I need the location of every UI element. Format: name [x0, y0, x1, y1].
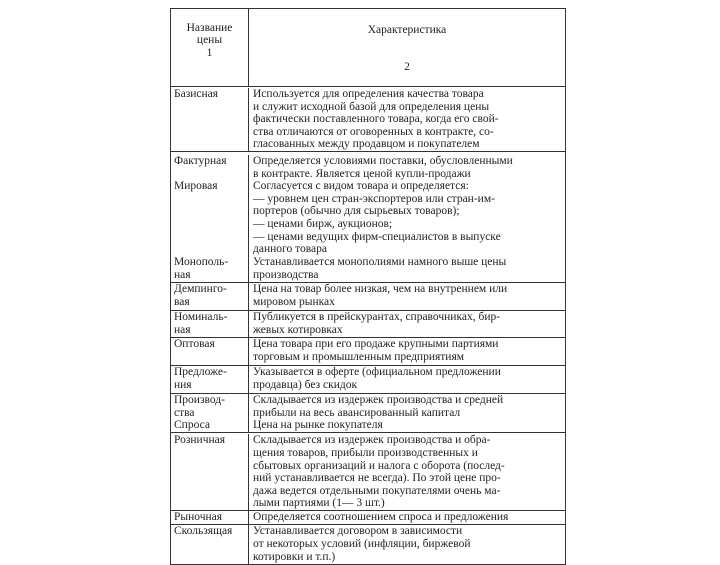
- price-description: Используется для определения качества товара и служит исходной базой для определения цены фактически поставленного товара, когда его свой- ства отличаются от оговоренных в контракте, со- гласованных между продавцом и покупателем: [253, 87, 499, 151]
- price-name: Скользящая: [171, 525, 249, 564]
- price-name: Рыночная: [171, 511, 249, 524]
- table-row: [171, 393, 565, 419]
- header-col-number: 2: [404, 60, 410, 73]
- table-row: [171, 419, 565, 432]
- table-row: [171, 256, 565, 282]
- table-row: [171, 432, 565, 510]
- table-row: [171, 310, 565, 337]
- table-header: [171, 9, 565, 86]
- price-description: Складывается из издержек производства и обра- щения товаров, прибыли производственных и сбытовых организаций и налога с оборота (послед- ний устанавливается не всегда). По этой цене про- дажа ведется отдельными покупателями очень ма- лыми партиями (1— 3 шт.): [253, 434, 505, 510]
- price-description: Определяется соотношением спроса и предложения: [253, 511, 509, 524]
- price-description: Определяется условиями поставки, обусловленными в контракте. Является ценой купли-продажи: [253, 154, 513, 180]
- table-row: [171, 86, 565, 151]
- price-types-table: [170, 8, 566, 565]
- price-name: Производ- ства: [171, 394, 249, 419]
- price-description: Цена на товар более низкая, чем на внутреннем или мировом рынках: [253, 283, 508, 308]
- header-col-name: [171, 9, 249, 86]
- price-name: Мировая: [171, 180, 249, 256]
- table-row: [171, 365, 565, 393]
- price-name: Фактурная: [171, 155, 249, 180]
- price-name: Розничная: [171, 434, 249, 510]
- price-description: Публикуется в прейскурантах, справочниках, бир- жевых котировках: [253, 311, 501, 336]
- price-description: Устанавливается монополиями намного выше цены производства: [253, 256, 507, 281]
- price-name: Оптовая: [171, 338, 249, 365]
- table-row: [171, 180, 565, 256]
- price-name: Номиналь- ная: [171, 311, 249, 337]
- price-description: Указывается в оферте (официальном предложении продавца) без скидок: [253, 366, 501, 391]
- price-description: Складывается из издержек производства и средней прибыли на весь авансированный капитал: [253, 394, 504, 419]
- header-col-characteristic: [249, 9, 565, 86]
- header-col-number: 1: [206, 46, 213, 59]
- table-row: [171, 524, 565, 564]
- price-description: Устанавливается договором в зависимости от некоторых условий (инфляции, биржевой котировки и т.п.): [253, 525, 471, 563]
- price-name: Спроса: [171, 419, 249, 432]
- price-description: Согласуется с видом товара и определяется: — уровнем цен стран-экспортеров или стран-им- портеров (обычно для сырьевых товаров); — ценами бирж, аукционов; — ценами ведущих фирм-специалистов в выпуске данного товара: [253, 180, 501, 256]
- price-description: Цена товара при его продаже крупными партиями торговым и промышленным предприятиям: [253, 338, 499, 363]
- header-name-label: Название цены: [186, 21, 233, 47]
- price-name: Базисная: [171, 88, 249, 151]
- price-name: Демпинго- вая: [171, 283, 249, 310]
- price-name: Монополь- ная: [171, 256, 249, 282]
- table-row: [171, 510, 565, 524]
- price-name: Предложе- ния: [171, 366, 249, 393]
- price-description: Цена на рынке покупателя: [253, 419, 383, 432]
- header-characteristic-label: Характеристика: [367, 23, 447, 36]
- table-row: [171, 282, 565, 310]
- table-row: [171, 151, 565, 180]
- table-row: [171, 337, 565, 365]
